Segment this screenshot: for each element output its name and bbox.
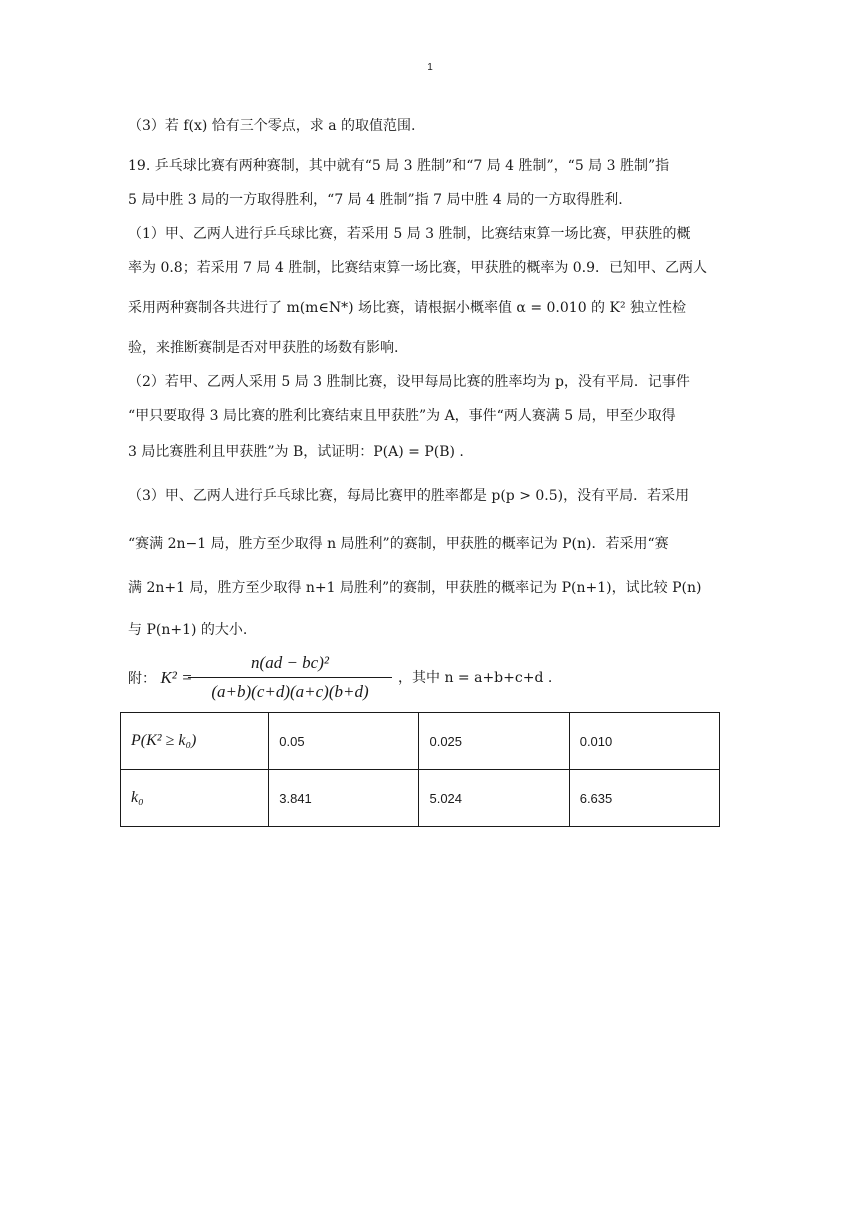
table-row [121, 713, 720, 770]
part-1-line-2: 率为 0.8；若采用 7 局 4 胜制，比赛结束算一场比赛，甲获胜的概率为 0.9．已知甲、乙两人 [128, 260, 708, 276]
table-cell: 5.024 [419, 770, 569, 827]
table-cell: k₀ [121, 770, 269, 827]
part-2-line-2: “甲只要取得 3 局比赛的胜利比赛结束且甲获胜”为 A，事件“两人赛满 5 局，甲至少取得 [128, 408, 676, 424]
part-1-line-4: 验，来推断赛制是否对甲获胜的场数有影响. [128, 340, 399, 356]
fraction-bar [188, 677, 392, 678]
table-cell: 0.010 [569, 713, 719, 770]
table-cell: 0.05 [269, 713, 419, 770]
formula-label: 附： [128, 671, 156, 687]
question-18-part-3: （3）若 f(x) 恰有三个零点，求 a 的取值范围. [128, 118, 416, 134]
formula-suffix: ，其中 n = a+b+c+d . [398, 670, 553, 686]
fraction-numerator: n(ad − bc)² [251, 653, 329, 672]
part-3-line-2: “赛满 2n−1 局，胜方至少取得 n 局胜利”的赛制，甲获胜的概率记为 P(n)．若采用“赛 [128, 536, 669, 552]
table-row [121, 770, 720, 827]
table-cell: 6.635 [569, 770, 719, 827]
table-cell: 3.841 [269, 770, 419, 827]
page-number: 1 [427, 62, 433, 73]
question-19-intro-line-1: 19. 乒乓球比赛有两种赛制，其中就有“5 局 3 胜制”和“7 局 4 胜制”，“5 局 3 胜制”指 [128, 158, 670, 174]
table-cell: P(K² ≥ k₀) [121, 713, 269, 770]
part-1-line-3: 采用两种赛制各共进行了 m(m∈N*) 场比赛，请根据小概率值 α = 0.010 的 K² 独立性检 [128, 300, 687, 316]
question-19-intro-line-2: 5 局中胜 3 局的一方取得胜利，“7 局 4 胜制”指 7 局中胜 4 局的一方取得胜利. [128, 192, 623, 208]
part-3-line-3: 满 2n+1 局，胜方至少取得 n+1 局胜利”的赛制，甲获胜的概率记为 P(n+1)，试比较 P(n) [128, 580, 702, 596]
formula-prefix [128, 668, 193, 689]
table-cell: 0.025 [419, 713, 569, 770]
critical-value-table [120, 712, 720, 827]
formula-lhs: K² = [160, 668, 193, 687]
part-3-line-4: 与 P(n+1) 的大小. [128, 622, 248, 638]
part-2-line-1: （2）若甲、乙两人采用 5 局 3 胜制比赛，设甲每局比赛的胜率均为 p，没有平局．记事件 [128, 374, 690, 390]
part-3-line-1: （3）甲、乙两人进行乒乓球比赛，每局比赛甲的胜率都是 p(p > 0.5)，没有平局．若采用 [128, 488, 690, 504]
chi-square-fraction [188, 651, 392, 704]
fraction-denominator: (a+b)(c+d)(a+c)(b+d) [211, 682, 369, 701]
part-1-line-1: （1）甲、乙两人进行乒乓球比赛，若采用 5 局 3 胜制，比赛结束算一场比赛，甲获胜的概 [128, 226, 691, 242]
part-2-line-3: 3 局比赛胜利且甲获胜”为 B，试证明：P(A) = P(B) . [128, 444, 464, 460]
